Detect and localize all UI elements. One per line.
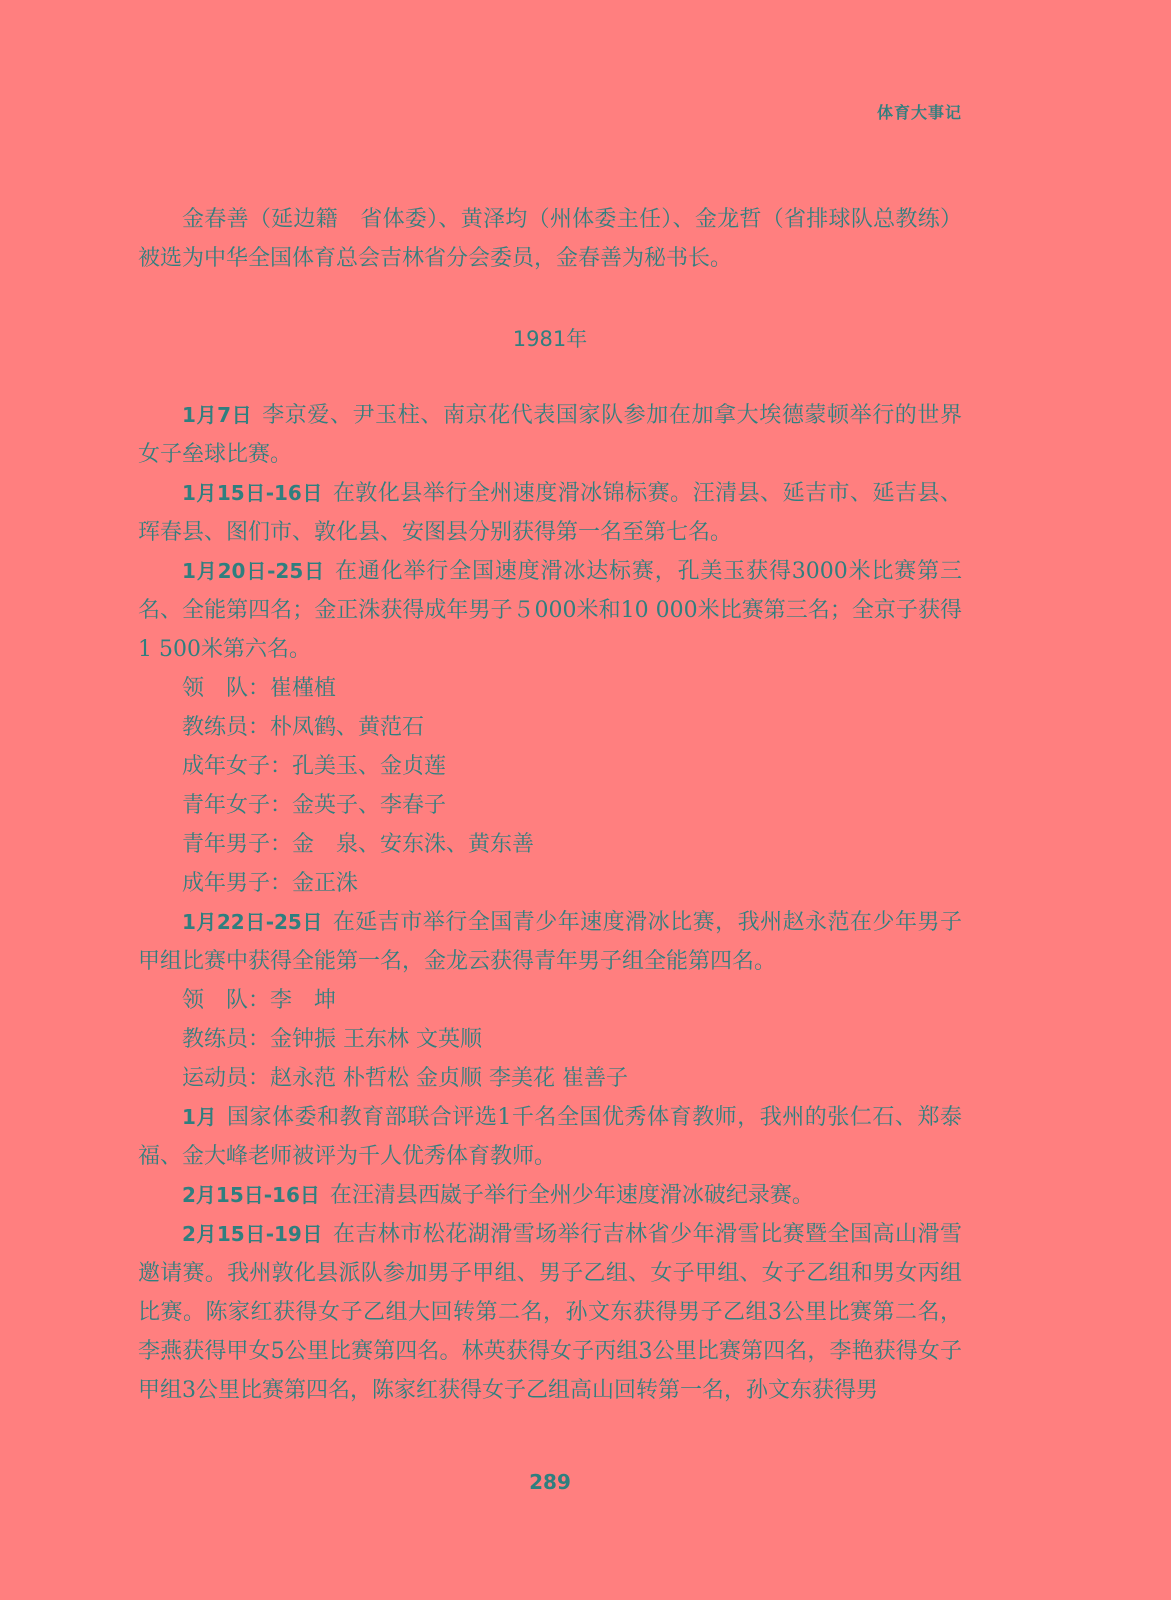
roster-line: 青年男子：金 泉、安东洙、黄东善 (182, 832, 535, 857)
roster-line: 青年女子：金英子、李春子 (182, 793, 447, 818)
entry-paragraph (138, 474, 962, 552)
entry-text: 国家体委和教育部联合评选1千名全国优秀体育教师，我州的张仁石、郑泰福、金大峰老师被评为千人优秀体育教师。 (138, 1105, 962, 1169)
entry-paragraph (138, 1098, 962, 1176)
entry-text: 李京爱、尹玉柱、南京花代表国家队参加在加拿大埃德蒙顿举行的世界女子垒球比赛。 (138, 403, 962, 467)
entry-text: 在汪清县西崴子举行全州少年速度滑冰破纪录赛。 (329, 1183, 814, 1208)
roster-line: 领 队：李 坤 (182, 988, 337, 1013)
page-number: 289 (529, 1470, 571, 1494)
intro-paragraph: 金春善（延边籍 省体委）、黄泽均（州体委主任）、金龙哲（省排球队总教练）被选为中华全国体育总会吉林省分会委员，金春善为秘书长。 (138, 207, 962, 271)
roster-line: 教练员：朴凤鹤、黄范石 (182, 715, 425, 740)
roster-line: 领 队：崔槿植 (182, 676, 337, 701)
entry-paragraph (138, 903, 962, 981)
entry-paragraph (138, 1215, 962, 1410)
roster-line: 成年女子：孔美玉、金贞莲 (182, 754, 447, 779)
entry-date: 1月7日 (182, 403, 253, 427)
entry-date: 1月 (182, 1105, 217, 1129)
entry-paragraph (138, 396, 962, 474)
entry-date: 2月15日-19日 (182, 1222, 323, 1246)
running-header: 体育大事记 (876, 103, 962, 122)
entry-date: 1月20日-25日 (182, 559, 325, 583)
entry-text: 在延吉市举行全国青少年速度滑冰比赛，我州赵永范在少年男子甲组比赛中获得全能第一名，金龙云获得青年男子组全能第四名。 (138, 910, 962, 974)
roster-line: 教练员：金钟振 王东林 文英顺 (182, 1027, 482, 1052)
entry-text: 在通化举行全国速度滑冰达标赛，孔美玉获得3000米比赛第三名、全能第四名；金正洙获得成年男子５000米和10 000米比赛第三名；全京子获得1 500米第六名。 (138, 559, 962, 662)
entry-date: 1月15日-16日 (182, 481, 323, 505)
entry-date: 2月15日-16日 (182, 1183, 320, 1207)
entry-paragraph (138, 1176, 962, 1215)
roster-line: 运动员：赵永范 朴哲松 金贞顺 李美花 崔善子 (182, 1066, 628, 1091)
entry-text: 在吉林市松花湖滑雪场举行吉林省少年滑雪比赛暨全国高山滑雪邀请赛。我州敦化县派队参加男子甲组、男子乙组、女子甲组、女子乙组和男女丙组比赛。陈家红获得女子乙组大回转第二名，孙文东获得男子乙组3公里比赛第二名，李燕获得甲女5公里比赛第四名。林英获得女子丙组3公里比赛第四名，李艳获得女子甲组3公里比赛第四名，陈家红获得女子乙组高山回转第一名，孙文东获得男 (138, 1222, 962, 1403)
entry-date: 1月22日-25日 (182, 910, 323, 934)
roster-line: 成年男子：金正洙 (182, 871, 359, 896)
year-heading: 1981年 (512, 327, 588, 351)
entry-paragraph (138, 552, 962, 669)
document-page (138, 0, 962, 1600)
body-text (138, 200, 962, 1410)
entry-text: 在敦化县举行全州速度滑冰锦标赛。汪清县、延吉市、延吉县、珲春县、图们市、敦化县、安图县分别获得第一名至第七名。 (138, 481, 962, 545)
